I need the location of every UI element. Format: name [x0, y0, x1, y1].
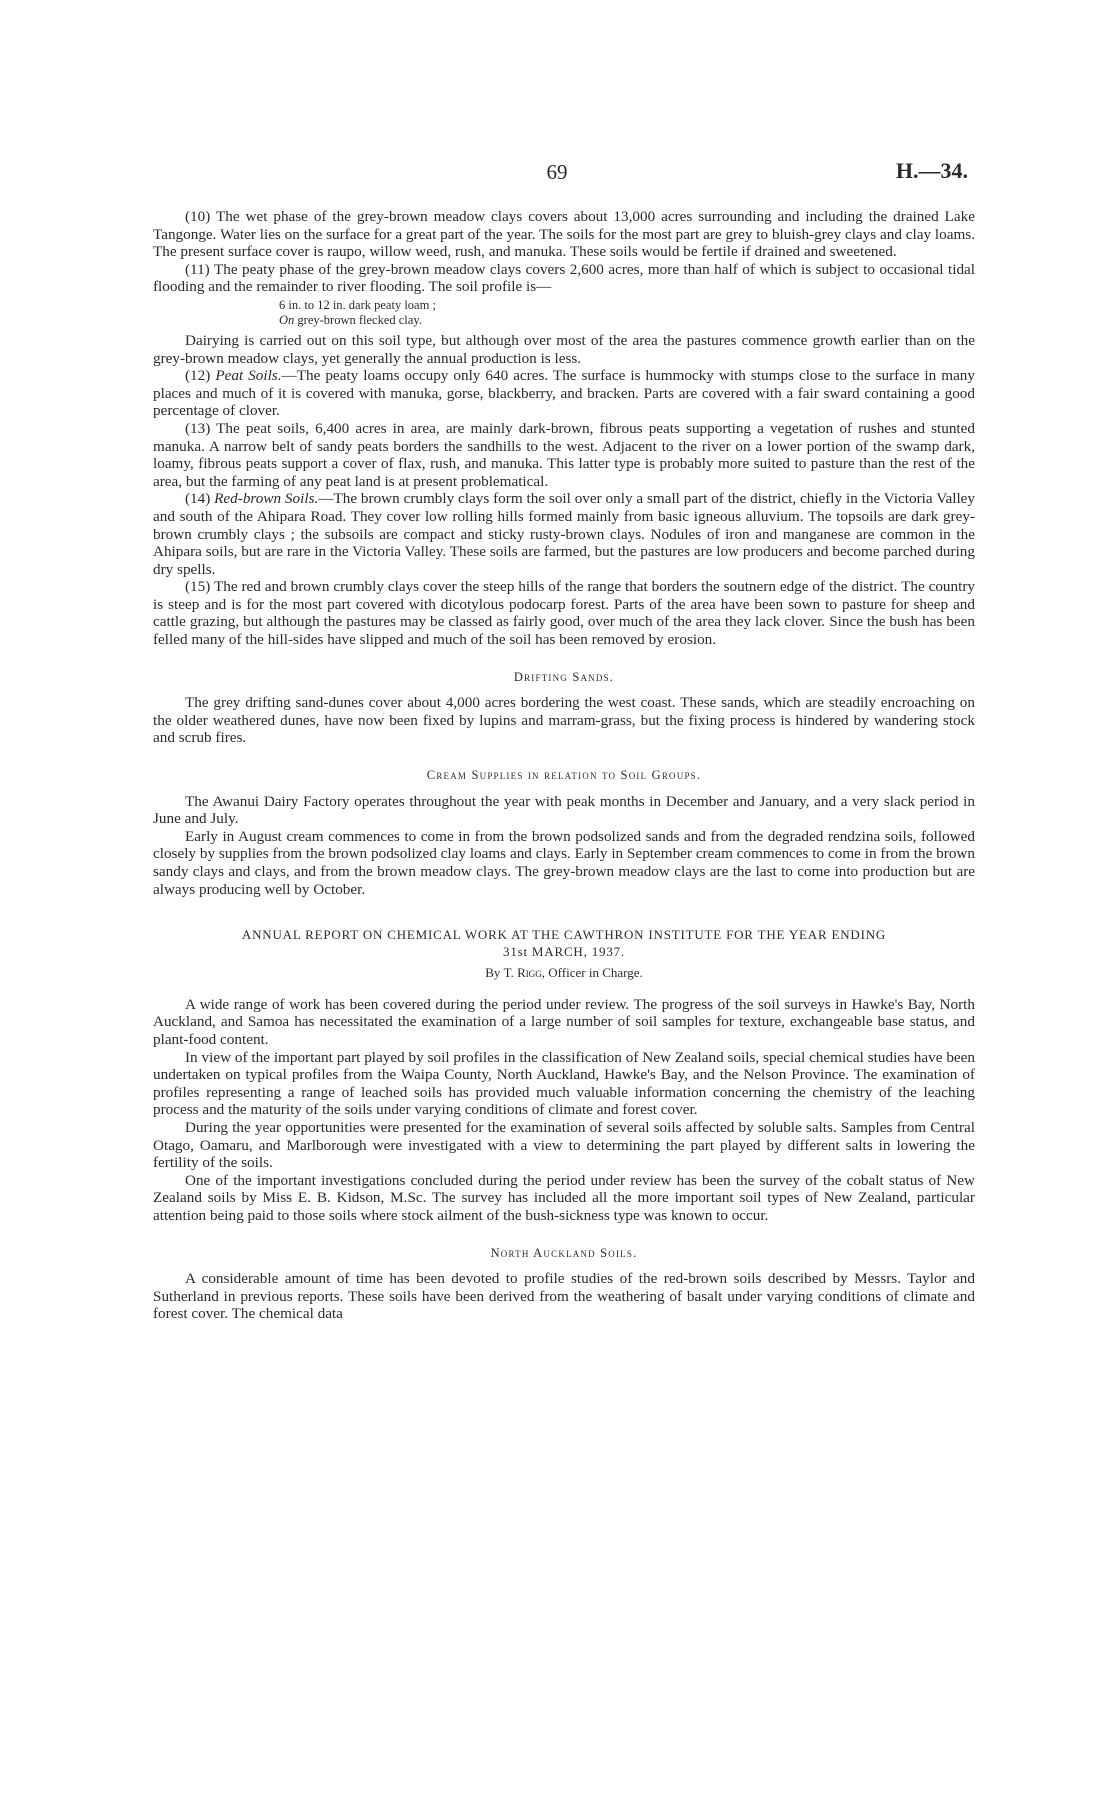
paragraph-number: (14)	[185, 490, 215, 508]
report-paragraph-1: A wide range of work has been covered during the period under review. The progress of the soil surveys in Hawke's Bay, North Auckland, and Samoa has necessitated the examination of a large number of soil samples for texture, exchangeable base status, and plant-food content.	[153, 995, 975, 1048]
paragraph-dairying: Dairying is carried out on this soil type, but although over most of the area the pastures commence growth earlier than on the grey-brown meadow clays, yet generally the annual production is less.	[153, 331, 975, 367]
report-byline	[153, 964, 975, 982]
north-auckland-heading: North Auckland Soils.	[490, 1245, 638, 1260]
red-brown-soils-title: Red-brown Soils.	[214, 490, 319, 508]
page-number: 69	[546, 160, 568, 184]
paragraph-15: (15) The red and brown crumbly clays cover the steep hills of the range that borders the soutnern edge of the district. The country is steep and is for the most part covered with dicotylous podocarp forest. Parts of the area have been sown to pasture for sheep and cattle grazing, but although the pastures may be classed as fairly good, over much of the area they lack clover. Since the bush has been felled many of the hill-sides have slipped and much of the soil has been removed by erosion.	[153, 578, 975, 649]
paragraph-text: —The brown crumbly clays form the soil over only a small part of the district, chiefly in the Victoria Valley and south of the Ahipara Road. They cover low rolling hills formed mainly from basic igneous alluvium. The topsoils are dark grey-brown crumbly clays ; the subsoils are compact and sticky rusty-brown clays. Nodules of iron and manganese are common in the Ahipara soils, but are rare in the Victoria Valley. These soils are farmed, but the pastures are low producers and become parched during dry spells.	[153, 490, 975, 578]
profile-line-text: grey-brown flecked clay.	[294, 312, 422, 327]
annual-report-title-date: 31st MARCH, 1937.	[503, 944, 625, 960]
paragraph-12	[153, 367, 975, 420]
cream-supplies-paragraph-1: The Awanui Dairy Factory operates throughout the year with peak months in December and January, and a very slack period in June and July.	[153, 792, 975, 828]
byline-name: T. Rigg	[503, 965, 542, 981]
paragraph-13: (13) The peat soils, 6,400 acres in area, are mainly dark-brown, fibrous peats supporting a vegetation of rushes and stunted manuka. A narrow belt of sandy peats borders the sandhills to the west. Adjacent to the river on a lower portion of the swamp dark, loamy, fibrous peats support a cover of flax, rush, and manuka. This latter type is probably more suited to pasture than the rest of the area, but the farming of any peat land is at present problematical.	[153, 419, 975, 490]
cream-supplies-heading: Cream Supplies in relation to Soil Groups.	[426, 768, 702, 783]
soil-profile-line	[279, 313, 975, 328]
paragraph-14	[153, 490, 975, 578]
report-paragraph-3: During the year opportunities were presented for the examination of several soils affected by soluble salts. Samples from Central Otago, Oamaru, and Marlborough were investigated with a view to determining the part played by different salts in lowering the fertility of the soils.	[153, 1118, 975, 1172]
cream-supplies-paragraph-2: Early in August cream commences to come in from the brown podsolized sands and from the degraded rendzina soils, followed closely by supplies from the brown podsolized clay loams and clays. Early in September cream commences to come in from the brown sandy clays and clays, and from the brown meadow clays. The grey-brown meadow clays are the last to come into production but are always producing well by October.	[153, 827, 975, 898]
paragraph-11: (11) The peaty phase of the grey-brown meadow clays covers 2,600 acres, more than half of which is subject to occasional tidal flooding and the remainder to river flooding. The soil profile is—	[153, 260, 975, 296]
paragraph-text: —The peaty loams occupy only 640 acres. The surface is hummocky with stumps close to the surface in many places and much of it is covered with manuka, gorse, blackberry, and bracken. Parts are covered with a fair sward containing a good percentage of clover.	[153, 367, 975, 420]
paragraph-number: (12)	[185, 367, 216, 385]
drifting-sands-paragraph: The grey drifting sand-dunes cover about 4,000 acres bordering the west coast. These sands, which are steadily encroaching on the older weathered dunes, have now been fixed by lupins and marram-grass, but the fixing process is hindered by wandering stock and scrub fires.	[153, 694, 975, 747]
drifting-sands-heading: Drifting Sands.	[513, 669, 615, 684]
annual-report-title-line: ANNUAL REPORT ON CHEMICAL WORK AT THE CAWTHRON INSTITUTE FOR THE YEAR ENDING	[241, 927, 887, 943]
soil-profile-line: 6 in. to 12 in. dark peaty loam ;	[279, 297, 436, 312]
document-reference: H.—34.	[895, 158, 968, 183]
report-paragraph-2: In view of the important part played by soil profiles in the classification of New Zealand soils, special chemical studies have been undertaken on typical profiles from the Waipa County, North Auckland, Hawke's Bay, and the Nelson Province. The examination of profiles representing a range of leached soils has provided much valuable information concerning the chemistry of the leaching process and the maturity of the soils under varying conditions of climate and forest cover.	[153, 1048, 975, 1119]
profile-on-word: On	[279, 312, 295, 327]
report-paragraph-4: One of the important investigations concluded during the period under review has been the survey of the cobalt status of New Zealand soils by Miss E. B. Kidson, M.Sc. The survey has included all the more important soil types of New Zealand, particular attention being paid to those soils where stock ailment of the bush-sickness type was known to occur.	[153, 1171, 975, 1224]
byline-by: By	[485, 965, 504, 981]
byline-role: , Officer in Charge.	[541, 965, 643, 981]
paragraph-10: (10) The wet phase of the grey-brown meadow clays covers about 13,000 acres surrounding and including the drained Lake Tangonge. Water lies on the surface for a great part of the year. The soils for the most part are grey to bluish-grey clays and clay loams. The present surface cover is raupo, willow weed, rush, and manuka. These soils would be fertile if drained and sweetened.	[153, 208, 975, 261]
north-auckland-paragraph: A considerable amount of time has been devoted to profile studies of the red-brown soils described by Messrs. Taylor and Sutherland in previous reports. These soils have been derived from the weathering of basalt under varying conditions of climate and forest cover. The chemical data	[153, 1270, 975, 1323]
annual-report-title	[153, 926, 975, 960]
soil-profile	[279, 298, 975, 328]
page-body	[153, 208, 975, 1323]
peat-soils-title: Peat Soils.	[215, 367, 282, 385]
